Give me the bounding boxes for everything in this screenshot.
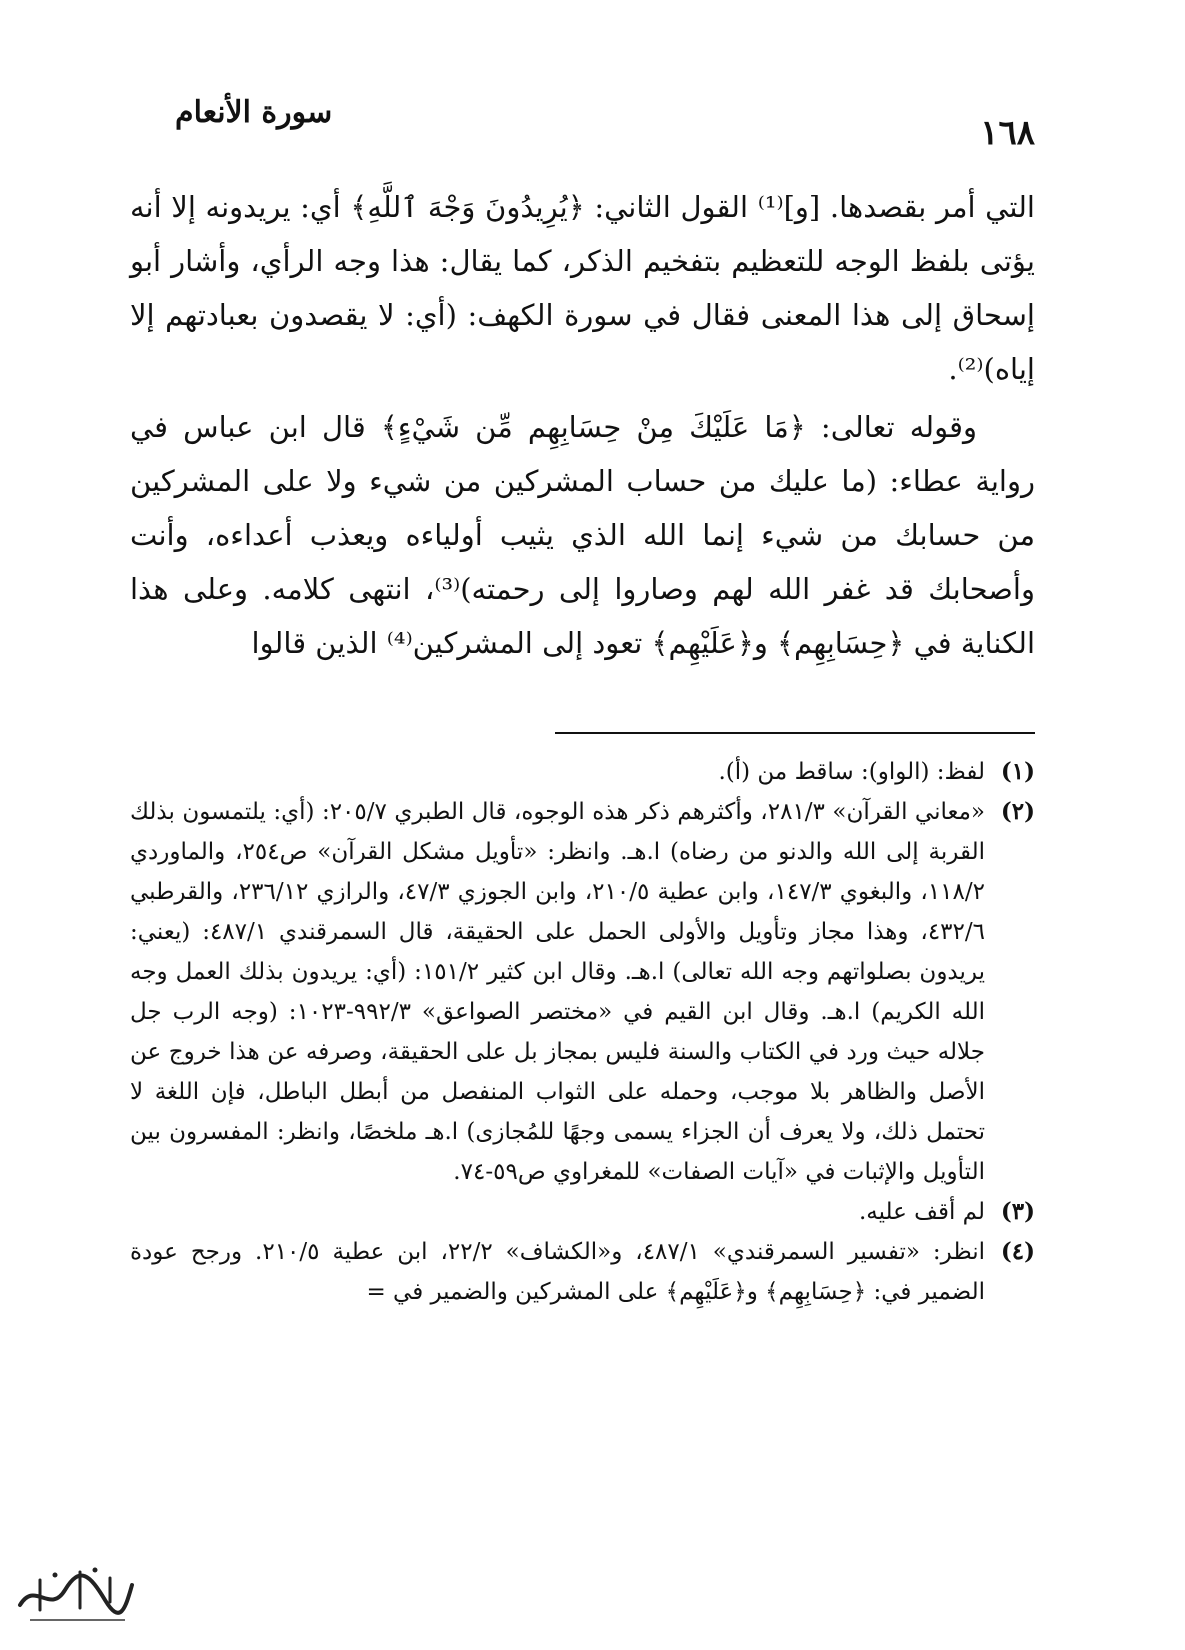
footnote-text: لم أقف عليه. [858,1199,985,1225]
surah-title: سورة الأنعام [175,95,333,130]
footnote-number: (٤) [1000,1238,1035,1265]
footnote-number: (٢) [1000,798,1035,825]
watermark-logo [10,1560,140,1630]
footnote-4 [130,1232,1035,1312]
footnote-1 [130,752,1035,792]
footnote-2 [130,792,1035,1192]
page-number: ١٦٨ [980,113,1035,153]
calligraphy-logo-icon [10,1560,140,1630]
footnote-text: لفظ: (الواو): ساقط من (أ). [718,759,985,785]
footnote-text: «معاني القرآن» ٢٨١/٣، وأكثرهم ذكر هذه الوجوه، قال الطبري ٢٠٥/٧: (أي: يلتمسون بذلك القربة إلى الله والدنو من رضاه) ا.هـ. وانظر: «تأويل مشكل القرآن» ص٢٥٤، والماوردي ١١٨/٢، والبغوي ١٤٧/٣، وابن عطية ٢١٠/٥، وابن الجوزي ٤٧/٣، والرازي ٢٣٦/١٢، والقرطبي ٤٣٢/٦، وهذا مجاز وتأويل والأولى الحمل على الحقيقة، قال السمرقندي ٤٨٧/١: (يعني: يريدون بصلواتهم وجه الله تعالى) ا.هـ. وقال ابن كثير ١٥١/٢: (أي: يريدون بذلك العمل وجه الله الكريم) ا.هـ. وقال ابن القيم في «مختصر الصواعق» ٩٩٢/٣-١٠٢٣: (وجه الرب جل جلاله حيث ورد في الكتاب والسنة فليس بمجاز بل على الحقيقة، وصرفه عن هذا خروج عن الأصل والظاهر بلا موجب، وحمله على الثواب المنفصل من أبطل الباطل، فإن اللغة لا تحتمل ذلك، ولا يعرف أن الجزاء يسمى وجهًا للمُجازى) ا.هـ ملخصًا، وانظر: المفسرون بين التأويل والإثبات في «آيات الصفات» للمغراوي ص٥٩-٧٤. [130,799,985,1185]
page-header [175,95,1035,155]
footnotes-section [130,752,1035,1312]
footnote-divider [555,732,1035,734]
footnote-number: (٣) [1000,1198,1035,1225]
main-text [130,180,1035,670]
footnote-number: (١) [1000,758,1035,785]
footnote-text: انظر: «تفسير السمرقندي» ٤٨٧/١، و«الكشاف» ٢٢/٢، ابن عطية ٢١٠/٥. ورجح عودة الضمير في: ﴿حِسَابِهِم﴾ و﴿عَلَيْهِم﴾ على المشركين والضمير في = [130,1239,985,1305]
footnote-3 [130,1192,1035,1232]
body-paragraph-2: وقوله تعالى: ﴿مَا عَلَيْكَ مِنْ حِسَابِهِم مِّن شَيْءٍ﴾ قال ابن عباس في رواية عطاء: (ما عليك من حساب المشركين من شيء ولا على المشركين من حسابك من شيء إنما الله الذي يثيب أولياءه ويعذب أعداءه، وأنت وأصحابك قد غفر الله لهم وصاروا إلى رحمته)⁽³⁾، انتهى كلامه. وعلى هذا الكناية في ﴿حِسَابِهِم﴾ و﴿عَلَيْهِم﴾ تعود إلى المشركين⁽⁴⁾ الذين قالوا [130,410,1035,660]
body-paragraph-1: التي أمر بقصدها. [و]⁽¹⁾ القول الثاني: ﴿يُرِيدُونَ وَجْهَ ٱللَّهِ﴾ أي: يريدونه إلا أنه يؤتى بلفظ الوجه للتعظيم بتفخيم الذكر، كما يقال: هذا وجه الرأي، وأشار أبو إسحاق إلى هذا المعنى فقال في سورة الكهف: (أي: لا يقصدون بعبادتهم إلا إياه)⁽²⁾. [130,190,1035,386]
